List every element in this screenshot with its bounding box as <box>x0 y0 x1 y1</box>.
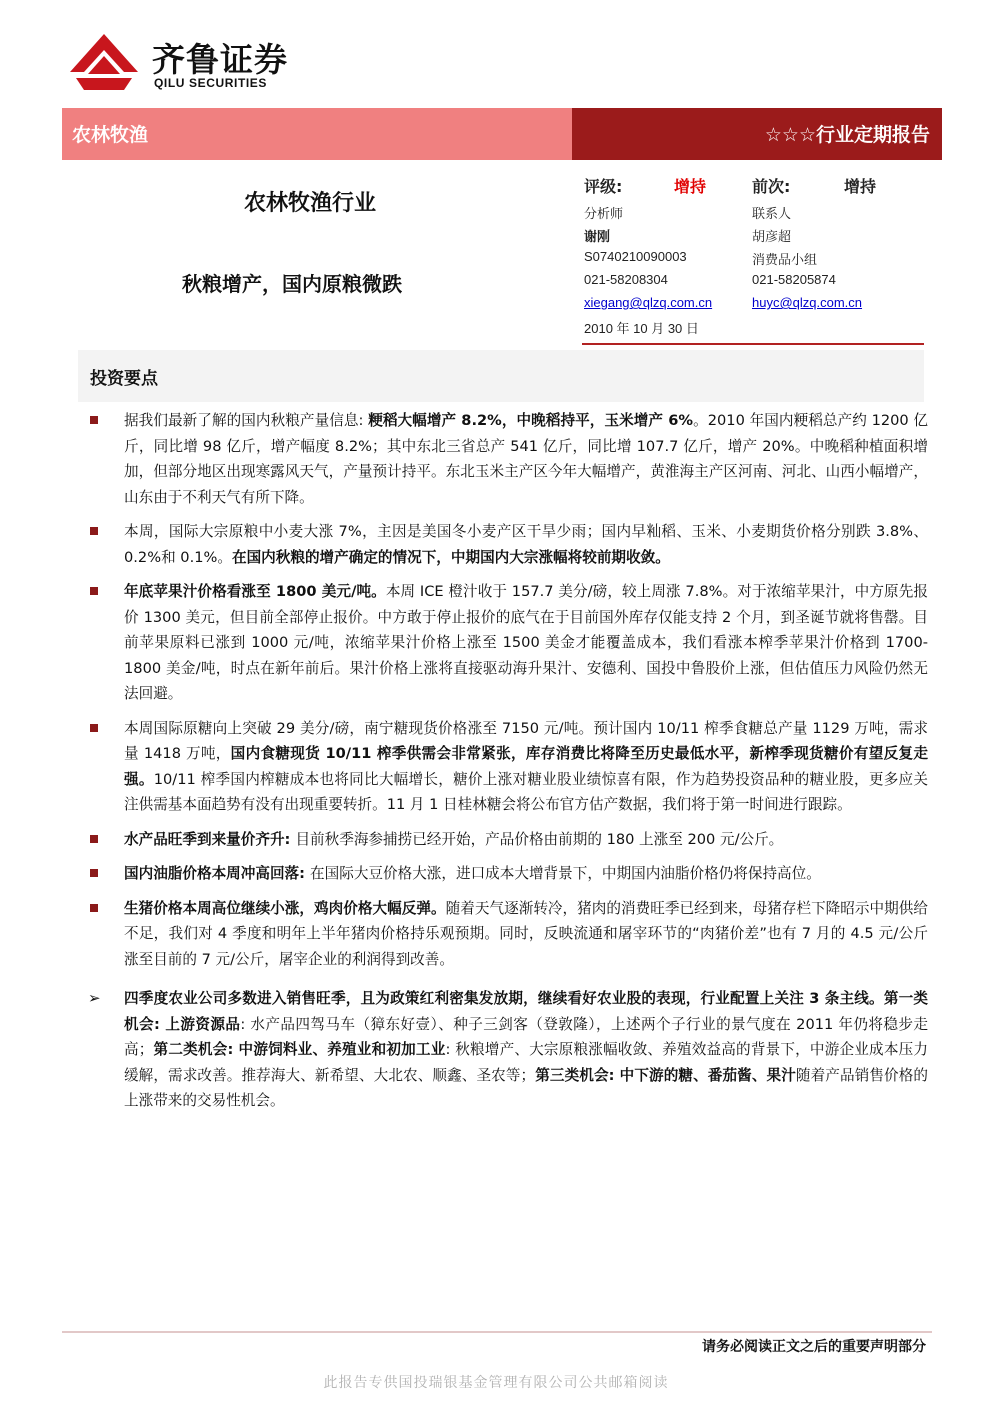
contact-role: 联系人 <box>752 207 792 222</box>
summary-item <box>88 986 928 1114</box>
report-date: 2010 年 10 月 30 日 <box>584 321 699 336</box>
square-bullet-icon <box>90 904 98 912</box>
body-text: 10/11 榨季国内榨糖成本也将同比大幅增长，糖价上涨对糖业股业绩惊喜有限，作为趋势投资品种的糖业股，更多应关注供需基本面趋势有没有出现重要转折。11 月 1 日桂林糖会将公布官方估产数据，我们将于第一时间进行跟踪。 <box>124 770 928 813</box>
analyst-phone: 021-58208304 <box>584 272 668 287</box>
body-text: : 水产品四驾马车（獐东好壹）、种子三剑客（登敦隆），上述两个子行业的景气度在 2011 年仍将稳步走高； <box>124 1015 928 1058</box>
square-bullet-icon <box>90 724 98 732</box>
key-points-list <box>88 408 928 1123</box>
bold-text: 年底苹果汁价格看涨至 1800 美元/吨。 <box>124 583 386 600</box>
logo-mark-icon <box>68 32 140 94</box>
body-text: 在国际大豆价格大涨，进口成本大增背景下，中期国内油脂价格仍将保持高位。 <box>310 865 821 882</box>
sector-label: 农林牧渔 <box>72 124 149 146</box>
key-point-item <box>88 861 928 887</box>
analyst-cert: S0740210090003 <box>584 249 687 264</box>
analyst-name: 谢刚 <box>584 230 611 245</box>
bold-text: 粳稻大幅增产 8.2%，中晚稻持平，玉米增产 6% <box>368 412 694 429</box>
analyst-email-link[interactable]: xiegang@qlzq.com.cn <box>584 295 713 310</box>
square-bullet-icon <box>90 527 98 535</box>
bold-text: 第二类机会: 中游饲料业、养殖业和初加工业 <box>153 1041 446 1058</box>
report-type-label: ☆☆☆行业定期报告 <box>764 124 930 146</box>
bold-text: 国内油脂价格本周冲高回落: <box>124 865 311 882</box>
disclaimer-note: 请务必阅读正文之后的重要声明部分 <box>702 1339 926 1355</box>
analyst-role: 分析师 <box>584 207 624 222</box>
key-point-item <box>88 408 928 510</box>
square-bullet-icon <box>90 835 98 843</box>
rating-label: 评级: <box>584 177 623 196</box>
industry-title: 农林牧渔行业 <box>244 191 377 216</box>
body-text: 本周 ICE 橙汁收于 157.7 美分/磅，较上周涨 7.8%。对于浓缩苹果汁，中方原先报价 1300 美元，但目前全部停止报价。中方敢于停止报价的底气在于目前国外库存仅能支持 2 个月，到圣诞节就将售罄。目前苹果原料已涨到 1000 元/吨，浓缩苹果汁价格上涨至 1500 美金才能覆盖成本，我们看涨本榨季苹果汁价格到 1700-1800 美金/吨，时点在新年前后。果汁价格上涨将直接驱动海升果汁、安德利、国投中鲁股价上涨，但估值压力风险仍然无法回避。 <box>124 583 928 702</box>
key-point-item <box>88 896 928 973</box>
rating-value: 增持 <box>674 177 707 196</box>
bold-text: 在国内秋粮的增产确定的情况下，中期国内大宗涨幅将较前期收敛。 <box>231 548 670 566</box>
logo-name-cn: 齐鲁证券 <box>152 40 288 79</box>
key-point-item <box>88 827 928 853</box>
bold-text: 第三类机会: 中下游的糖、番茄酱、果汁 <box>535 1066 796 1084</box>
section-header <box>78 350 924 402</box>
report-headline: 秋粮增产，国内原粮微跌 <box>182 272 402 296</box>
bold-text: 国内食糖现货 10/11 榨季供需会非常紧张，库存消费比将降至历史最低水平，新榨季现货糖价有望反复走强。 <box>124 745 928 788</box>
body-text: 本周，国际大宗原粮中小麦大涨 7%，主因是美国冬小麦产区干旱少雨；国内早籼稻、玉米、小麦期货价格分别跌 3.8%、0.2%和 0.1%。 <box>124 523 928 566</box>
body-text: 本周国际原糖向上突破 29 美分/磅，南宁糖现货价格涨至 7150 元/吨。预计国内 10/11 榨季食糖总产量 1129 万吨，需求量 1418 万吨， <box>124 719 928 762</box>
body-text: 随着产品销售价格的上涨带来的交易性机会。 <box>124 1066 928 1109</box>
section-title: 投资要点 <box>90 369 158 389</box>
previous-rating-label: 前次: <box>752 177 791 196</box>
logo-name-en: QILU SECURITIES <box>154 76 268 90</box>
company-logo <box>68 32 318 94</box>
body-text: : 秋粮增产、大宗原粮涨幅收敛、养殖效益高的背景下，中游企业成本压力缓解，需求改善。推荐海大、新希望、大北农、顺鑫、圣农等； <box>124 1041 928 1084</box>
square-bullet-icon <box>90 416 98 424</box>
key-point-item <box>88 519 928 570</box>
footer-divider <box>62 1331 932 1333</box>
key-point-item <box>88 579 928 707</box>
contact-name: 胡彦超 <box>752 230 792 245</box>
arrow-bullet-icon: ➢ <box>88 989 101 1007</box>
contact-email-link[interactable]: huyc@qlzq.com.cn <box>752 295 863 310</box>
square-bullet-icon <box>90 869 98 877</box>
bold-text: 生猪价格本周高位继续小涨，鸡肉价格大幅反弹。 <box>124 899 446 917</box>
contact-phone: 021-58205874 <box>752 272 836 287</box>
watermark-text: 此报告专供国投瑞银基金管理有限公司公共邮箱阅读 <box>323 1375 669 1391</box>
sector-band <box>62 108 572 160</box>
key-point-item <box>88 716 928 818</box>
body-text: 。2010 年国内粳稻总产约 1200 亿斤，同比增 98 亿斤，增产幅度 8.2%；其中东北三省总产 541 亿斤，同比增 107.7 亿斤，增产 20%。中晚稻种植面积增加，但部分地区出现寒露风天气，产量预计持平。东北玉米主产区今年大幅增产，黄淮海主产区河南、河北、山西小幅增产，山东由于不利天气有所下降。 <box>124 412 929 506</box>
report-type-band <box>572 108 942 160</box>
info-divider <box>582 343 924 345</box>
body-text: 目前秋季海参捕捞已经开始，产品价格由前期的 180 上涨至 200 元/公斤。 <box>295 830 784 848</box>
contact-group: 消费品小组 <box>752 253 818 268</box>
previous-rating-value: 增持 <box>844 177 877 196</box>
body-text: 随着天气逐渐转冷，猪肉的消费旺季已经到来，母猪存栏下降昭示中期供给不足，我们对 4 季度和明年上半年猪肉价格持乐观预期。同时，反映流通和屠宰环节的“肉猪价差”也有 7 月的 4.5 元/公斤涨至目前的 7 元/公斤，屠宰企业的利润得到改善。 <box>124 899 928 968</box>
body-text: 据我们最新了解的国内秋粮产量信息: <box>124 412 369 429</box>
bold-text: 水产品旺季到来量价齐升: <box>124 830 296 848</box>
square-bullet-icon <box>90 587 98 595</box>
bold-text: 四季度农业公司多数进入销售旺季，且为政策红利密集发放期，继续看好农业股的表现，行业配置上关注 3 条主线。第一类机会: 上游资源品 <box>124 990 928 1033</box>
